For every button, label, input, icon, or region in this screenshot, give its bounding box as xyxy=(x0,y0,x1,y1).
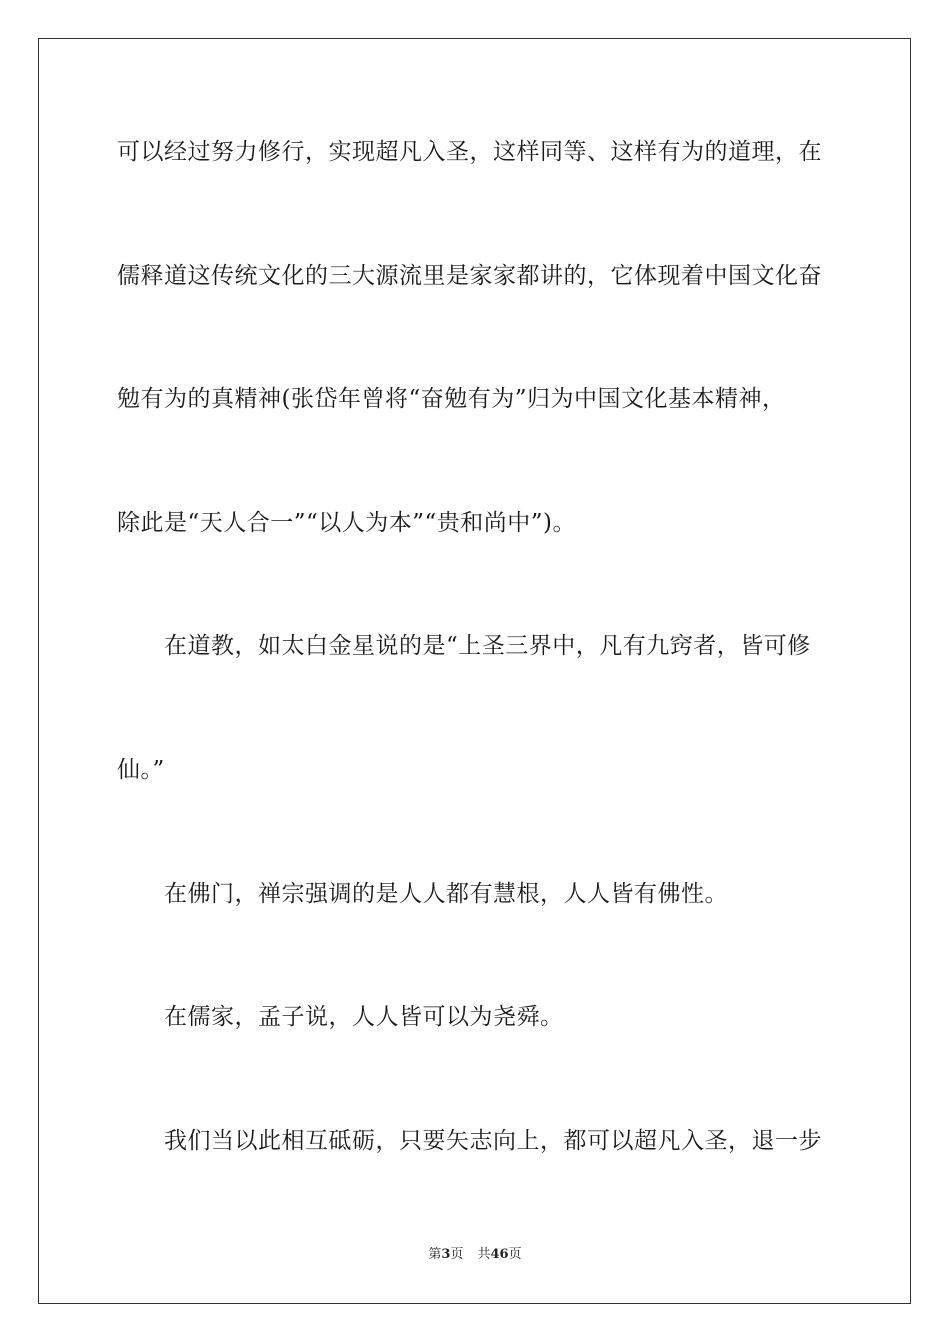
total-suffix: 页 xyxy=(508,1247,522,1262)
total-prefix: 共 xyxy=(477,1247,491,1262)
total-pages: 46 xyxy=(490,1247,509,1262)
page-border xyxy=(38,38,911,1304)
text-line-6: 仙。” xyxy=(117,757,165,783)
text-line-5: 在道教，如太白金星说的是“上圣三界中，凡有九窍者，皆可修 xyxy=(164,633,811,659)
text-line-8: 在儒家，孟子说，人人皆可以为尧舜。 xyxy=(164,1004,564,1030)
text-line-4: 除此是“天人合一”“以人为本”“贵和尚中”)。 xyxy=(117,510,577,536)
page-suffix: 页 xyxy=(450,1247,464,1262)
page-footer xyxy=(0,1247,950,1263)
text-line-9: 我们当以此相互砥砺，只要矢志向上，都可以超凡入圣，退一步 xyxy=(164,1128,822,1154)
text-line-2: 儒释道这传统文化的三大源流里是家家都讲的，它体现着中国文化奋 xyxy=(117,263,822,289)
text-line-3: 勉有为的真精神(张岱年曾将“奋勉有为”归为中国文化基本精神， xyxy=(117,386,786,412)
text-line-7: 在佛门，禅宗强调的是人人都有慧根，人人皆有佛性。 xyxy=(164,881,728,907)
text-line-1: 可以经过努力修行，实现超凡入圣，这样同等、这样有为的道理，在 xyxy=(117,139,822,165)
page-number: 3 xyxy=(441,1247,451,1262)
page-prefix: 第 xyxy=(428,1247,442,1262)
